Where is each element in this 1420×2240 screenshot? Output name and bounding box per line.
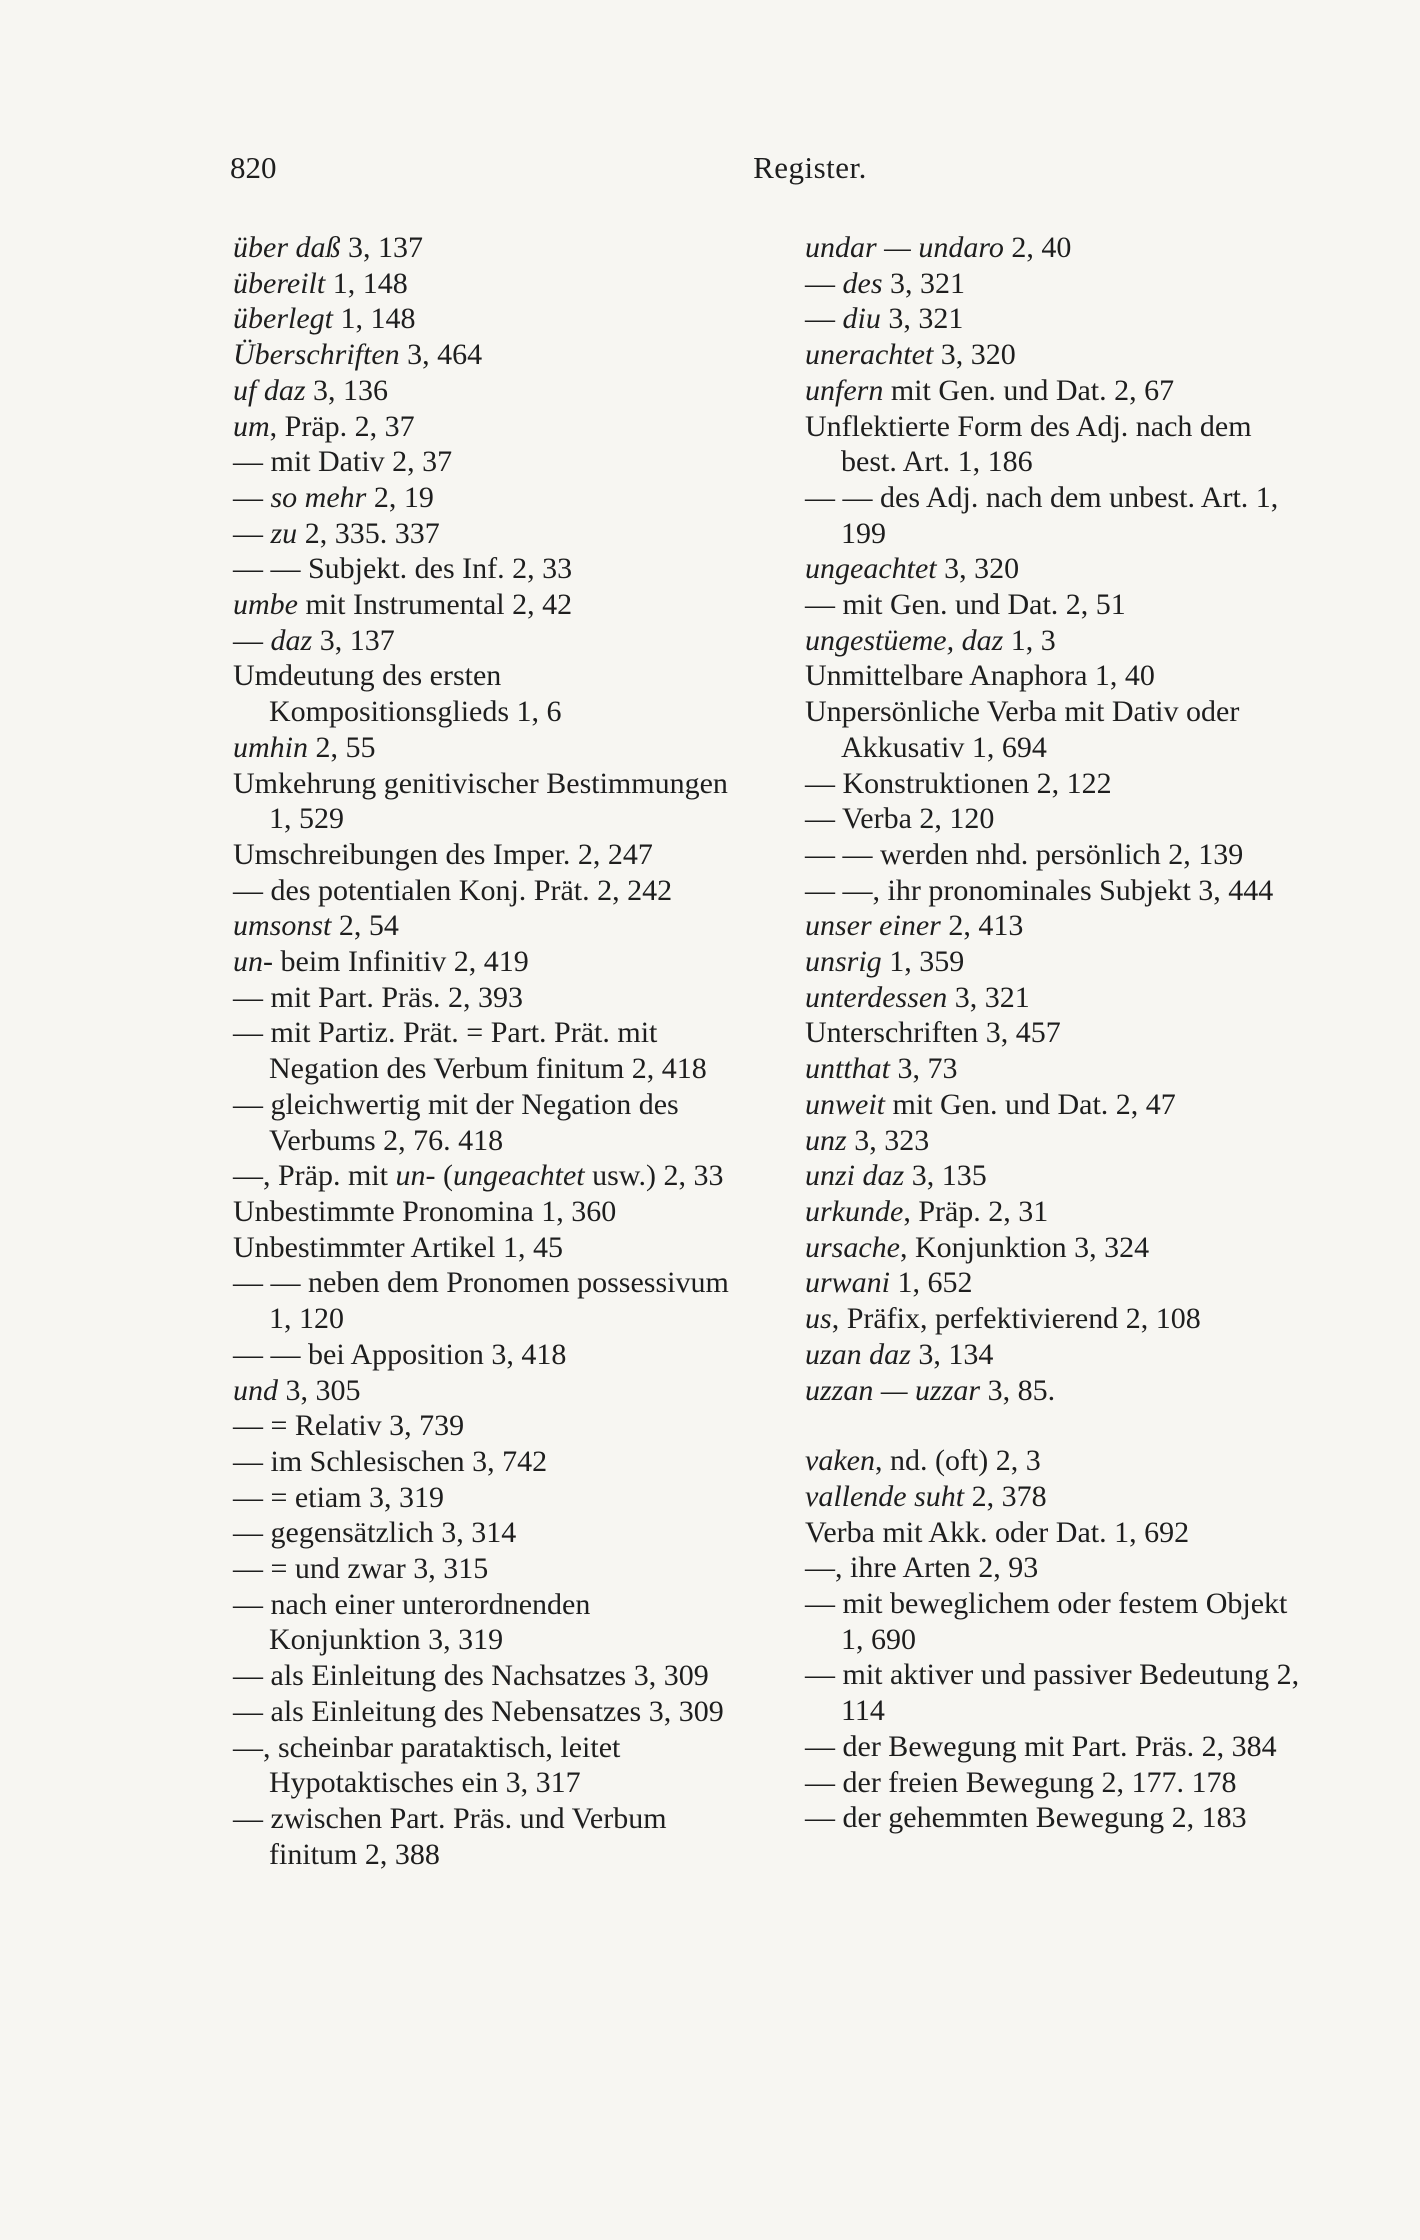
index-entry [233, 230, 738, 266]
index-text: — gegensätzlich 3, 314 [233, 1516, 517, 1550]
index-entry [233, 480, 738, 516]
index-term: so mehr [270, 480, 367, 514]
index-term: ungeachtet [805, 552, 937, 586]
index-text: mit Gen. und Dat. 2, 67 [883, 373, 1175, 407]
index-entry [233, 1087, 738, 1158]
index-text: 3, 323 [846, 1123, 930, 1157]
index-entry [233, 1337, 738, 1373]
index-entry [233, 1444, 738, 1480]
index-text: — mit beweglichem oder festem Objekt 1, 690 [805, 1587, 1288, 1656]
index-term: undar — undaro [805, 231, 1004, 264]
index-entry [233, 658, 738, 729]
index-entry [233, 266, 738, 302]
running-title: Register. [753, 150, 867, 185]
index-entry [805, 1230, 1310, 1266]
index-term: vaken [805, 1444, 875, 1478]
index-entry [805, 1194, 1310, 1230]
index-entry [233, 373, 738, 409]
index-entry [233, 444, 738, 480]
index-entry [233, 1587, 738, 1658]
index-entry [233, 873, 738, 909]
index-column-left [233, 230, 738, 1872]
index-term: des [842, 266, 883, 300]
index-text: — [805, 266, 843, 300]
index-term: uzzan — uzzar [805, 1373, 981, 1407]
index-text: 2, 413 [940, 909, 1024, 943]
index-text: 1, 148 [325, 266, 408, 300]
index-text: — zwischen Part. Präs. und Verbum finitum 2, 388 [233, 1801, 667, 1871]
index-entry [233, 337, 738, 373]
index-text: — des potentialen Konj. Prät. 2, 242 [233, 873, 673, 907]
index-text: — = und zwar 3, 315 [233, 1552, 489, 1586]
index-entry [805, 1479, 1310, 1515]
index-term: ungestüeme, daz [805, 623, 1004, 657]
index-text: , Präp. 2, 37 [269, 409, 415, 443]
index-text: 3, 135 [904, 1159, 987, 1193]
index-entry [805, 1373, 1310, 1409]
index-entry [233, 409, 738, 445]
index-entry [805, 1301, 1310, 1337]
index-text: — der gehemmten Bewegung 2, 183 [805, 1801, 1247, 1835]
index-text: —, scheinbar parataktisch, leitet Hypotaktisches ein 3, 317 [233, 1730, 621, 1800]
index-text: 2, 19 [366, 480, 434, 514]
index-term: uzan daz [805, 1337, 911, 1371]
index-term: unz [805, 1123, 847, 1157]
index-text: — mit Part. Präs. 2, 393 [233, 980, 523, 1014]
index-text: Umkehrung genitivischer Bestimmungen 1, 529 [233, 766, 728, 836]
index-entry [233, 301, 738, 337]
index-entry [233, 623, 738, 659]
index-text: Verba mit Akk. oder Dat. 1, 692 [805, 1515, 1190, 1549]
index-text: — [233, 516, 271, 550]
index-text: — nach einer unterordnenden Konjunktion 3, 319 [233, 1587, 591, 1657]
index-term: übereilt [233, 266, 326, 300]
index-term: urwani [805, 1266, 891, 1300]
index-entry [233, 1694, 738, 1730]
index-text: 3, 305 [278, 1373, 361, 1407]
index-text: — im Schlesischen 3, 742 [233, 1444, 548, 1478]
index-text: 3, 137 [312, 623, 395, 657]
index-entry [805, 301, 1310, 337]
index-text: — mit aktiver und passiver Bedeutung 2, 114 [805, 1658, 1300, 1728]
index-entry [233, 551, 738, 587]
index-entry [805, 480, 1310, 551]
index-term: diu [842, 302, 881, 336]
index-text: mit Gen. und Dat. 2, 47 [885, 1087, 1176, 1121]
index-text: 1, 148 [332, 302, 416, 336]
page-header [0, 150, 1420, 190]
index-entry [233, 1265, 738, 1336]
index-text: — mit Gen. und Dat. 2, 51 [805, 588, 1126, 622]
index-entry [233, 1801, 738, 1872]
index-term: un- [233, 945, 273, 979]
index-text: 3, 321 [947, 980, 1030, 1014]
index-entry [233, 1015, 738, 1086]
index-term: ursache [805, 1230, 900, 1264]
index-term: urkunde [805, 1194, 904, 1228]
index-term: unweit [805, 1087, 885, 1121]
index-text: — — werden nhd. persönlich 2, 139 [805, 837, 1244, 871]
index-term: umhin [233, 730, 308, 764]
index-text: — mit Partiz. Prät. = Part. Prät. mit Negation des Verbum finitum 2, 418 [233, 1016, 707, 1086]
index-text: — = etiam 3, 319 [233, 1480, 445, 1514]
index-text: 2, 40 [1003, 231, 1072, 264]
index-text: — Konstruktionen 2, 122 [805, 766, 1112, 800]
index-entry [233, 908, 738, 944]
index-text: — Verba 2, 120 [805, 802, 995, 836]
index-term: überlegt [233, 302, 333, 336]
index-entry [805, 1158, 1310, 1194]
index-term: unzi daz [805, 1159, 905, 1193]
index-text: — der Bewegung mit Part. Präs. 2, 384 [805, 1729, 1277, 1763]
index-entry [233, 766, 738, 837]
index-entry [233, 1551, 738, 1587]
index-entry [233, 516, 738, 552]
index-entry [233, 1230, 738, 1266]
index-entry [805, 1051, 1310, 1087]
index-entry [233, 1373, 738, 1409]
index-text: — — des Adj. nach dem unbest. Art. 1, 199 [805, 480, 1279, 550]
index-text: 3, 320 [936, 552, 1020, 586]
index-term: vallende suht [805, 1479, 965, 1513]
index-text: — der freien Bewegung 2, 177. 178 [805, 1765, 1237, 1799]
index-text: — [233, 623, 271, 657]
index-term: unterdessen [805, 980, 948, 1014]
index-term: daz [270, 623, 313, 657]
index-entry [805, 980, 1310, 1016]
index-text: 3, 137 [340, 231, 423, 264]
index-entry [233, 837, 738, 873]
index-entry [805, 1550, 1310, 1586]
index-entry [805, 1515, 1310, 1551]
index-text: 1, 3 [1003, 623, 1056, 657]
index-entry [805, 1800, 1310, 1836]
index-term: um [233, 409, 270, 443]
index-text: 3, 85. [980, 1373, 1056, 1407]
index-text: — —, ihr pronominales Subjekt 3, 444 [805, 873, 1274, 907]
index-entry [805, 801, 1310, 837]
index-entry [805, 266, 1310, 302]
index-entry [805, 766, 1310, 802]
index-text: — — bei Apposition 3, 418 [233, 1337, 567, 1371]
index-entry [805, 658, 1310, 694]
index-entry [233, 1158, 738, 1194]
index-entry [805, 337, 1310, 373]
index-text: — gleichwertig mit der Negation des Verbums 2, 76. 418 [233, 1087, 679, 1157]
index-text: 3, 464 [399, 338, 483, 372]
index-text: 2, 335. 337 [297, 516, 440, 550]
index-text: 3, 321 [882, 266, 965, 300]
index-text: , Präp. 2, 31 [903, 1194, 1049, 1228]
index-term: Überschriften [233, 338, 400, 372]
index-term: umsonst [233, 909, 332, 943]
index-text: 1, 359 [881, 945, 965, 979]
index-text: 1, 652 [890, 1266, 973, 1300]
index-term: unser einer [805, 909, 941, 943]
index-entry [233, 944, 738, 980]
index-entry [805, 1015, 1310, 1051]
index-term: und [233, 1373, 278, 1407]
index-text: , nd. (oft) 2, 3 [874, 1444, 1041, 1478]
index-text: —, Präp. mit [233, 1159, 396, 1193]
index-text: 2, 378 [964, 1479, 1047, 1513]
index-text: ( [435, 1159, 453, 1193]
index-text: beim Infinitiv 2, 419 [273, 945, 529, 979]
index-entry [805, 230, 1310, 266]
index-entry [805, 1657, 1310, 1728]
index-term: ungeachtet [453, 1159, 585, 1193]
index-entry [233, 1515, 738, 1551]
index-text: — — neben dem Pronomen possessivum 1, 120 [233, 1266, 729, 1336]
index-text: — [805, 302, 843, 336]
index-text: —, ihre Arten 2, 93 [805, 1551, 1039, 1585]
index-text: Umdeutung des ersten Kompositionsglieds 1, 6 [233, 659, 562, 729]
index-entry [233, 730, 738, 766]
index-term: zu [270, 516, 298, 550]
page-number: 820 [230, 150, 277, 185]
index-entry [805, 587, 1310, 623]
index-entry [805, 1586, 1310, 1657]
index-entry [233, 980, 738, 1016]
index-entry [805, 944, 1310, 980]
index-text: Unpersönliche Verba mit Dativ oder Akkusativ 1, 694 [805, 695, 1240, 764]
index-entry [233, 1408, 738, 1444]
index-text: 3, 134 [910, 1337, 994, 1371]
index-entry [805, 373, 1310, 409]
index-entry [805, 1729, 1310, 1765]
index-text: — — Subjekt. des Inf. 2, 33 [233, 552, 573, 586]
index-entry [805, 1087, 1310, 1123]
index-entry [805, 873, 1310, 909]
index-term: unerachtet [805, 338, 934, 372]
index-text: mit Instrumental 2, 42 [297, 588, 573, 622]
index-column-right [805, 230, 1310, 1836]
index-text: Unmittelbare Anaphora 1, 40 [805, 659, 1155, 693]
index-entry [233, 587, 738, 623]
index-text: 2, 55 [308, 730, 376, 764]
index-text: — als Einleitung des Nachsatzes 3, 309 [233, 1659, 709, 1693]
index-term: unsrig [805, 945, 882, 979]
index-entry [805, 623, 1310, 659]
index-text: — mit Dativ 2, 37 [233, 445, 453, 479]
index-text: Unterschriften 3, 457 [805, 1016, 1061, 1050]
index-term: über daß [233, 231, 341, 264]
index-text: — als Einleitung des Nebensatzes 3, 309 [233, 1694, 724, 1728]
index-entry [805, 1765, 1310, 1801]
index-text: usw.) 2, 33 [584, 1159, 724, 1193]
index-entry [805, 837, 1310, 873]
index-term: uf daz [233, 373, 306, 407]
index-entry [805, 551, 1310, 587]
index-text: , Präfix, perfektivierend 2, 108 [831, 1302, 1201, 1336]
index-entry [233, 1658, 738, 1694]
index-term: us [805, 1302, 832, 1336]
index-entry [805, 1265, 1310, 1301]
index-text: 2, 54 [331, 909, 399, 943]
index-entry [805, 908, 1310, 944]
index-text: , Konjunktion 3, 324 [899, 1230, 1150, 1264]
index-entry [233, 1730, 738, 1801]
index-entry [805, 1443, 1310, 1479]
index-entry [233, 1194, 738, 1230]
index-entry [805, 1123, 1310, 1159]
index-entry [805, 1337, 1310, 1373]
index-entry [233, 1480, 738, 1516]
index-entry [805, 409, 1310, 480]
index-text: Unflektierte Form des Adj. nach dem best. Art. 1, 186 [805, 409, 1252, 479]
index-text: Unbestimmter Artikel 1, 45 [233, 1230, 563, 1264]
index-term: umbe [233, 588, 298, 622]
index-text: — = Relativ 3, 739 [233, 1409, 465, 1443]
index-text: Unbestimmte Pronomina 1, 360 [233, 1194, 617, 1228]
index-text: 3, 73 [890, 1052, 958, 1086]
index-term: untthat [805, 1052, 891, 1086]
index-text: 3, 320 [933, 338, 1016, 372]
index-entry [805, 694, 1310, 765]
index-text: 3, 321 [880, 302, 964, 336]
index-term: un- [395, 1159, 436, 1193]
index-text: — [233, 480, 271, 514]
index-term: unfern [805, 373, 884, 407]
index-text: Umschreibungen des Imper. 2, 247 [233, 837, 653, 871]
index-text: 3, 136 [305, 373, 389, 407]
